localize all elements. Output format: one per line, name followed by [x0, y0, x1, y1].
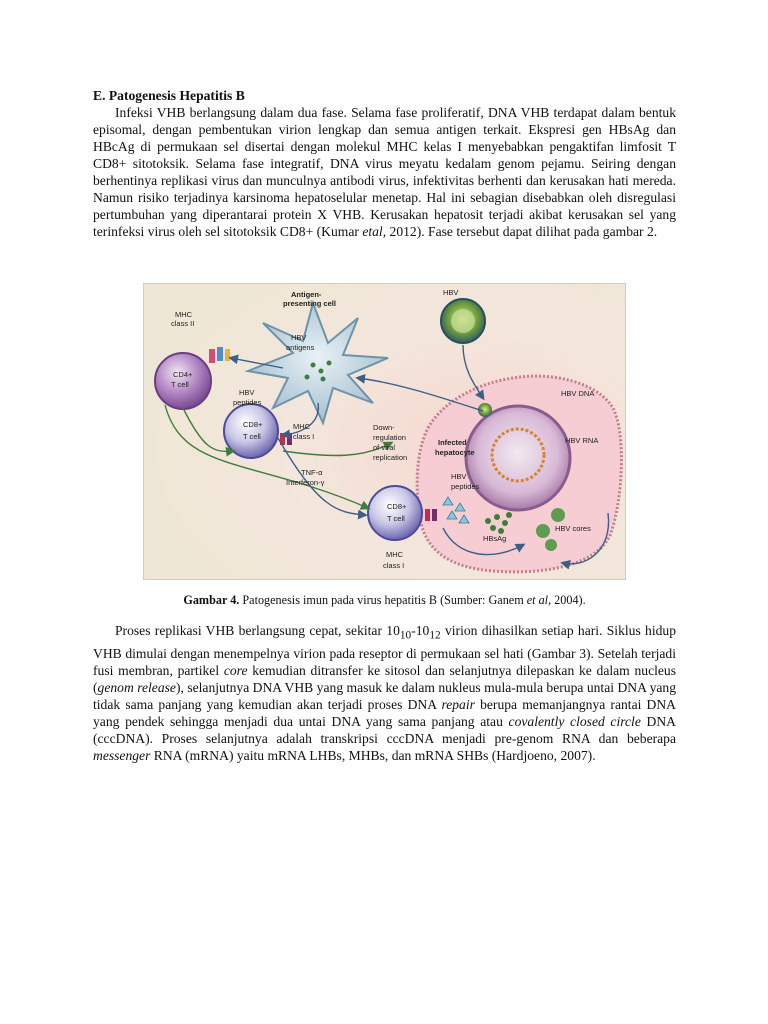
label-down-regulation-3: of viral — [373, 443, 396, 452]
label-hbv-peptides-left-2: peptides — [233, 398, 262, 407]
label-hbv-antigens-2: antigens — [286, 343, 315, 352]
label-hbv-antigens-1: HBV — [291, 333, 307, 342]
section-heading: E. Patogenesis Hepatitis B — [93, 88, 245, 103]
paragraph-2 — [93, 622, 676, 764]
label-hbsag: HBsAg — [483, 534, 507, 543]
p2-text-e: ), selanjutnya DNA VHB yang masuk ke dalam nukleus mula-mula berupa untai DNA yang tidak sama panjang yang kemudian akan terjadi proses DNA — [93, 679, 677, 712]
paragraph-1-etal: etal — [362, 224, 383, 239]
mhc-class-ii-receptor — [209, 347, 230, 363]
label-mhc1-bottom-2: class I — [383, 561, 405, 570]
label-mhc2-1: MHC — [175, 310, 193, 319]
p2-messenger: messenger — [93, 747, 151, 763]
label-down-regulation-2: regulation — [373, 433, 406, 442]
label-mhc1-top-2: class I — [293, 432, 315, 441]
hbv-virion-core — [451, 309, 475, 333]
label-down-regulation-4: replication — [373, 453, 408, 462]
label-cd8-top-1: CD8+ — [243, 420, 263, 429]
label-hbv: HBV — [443, 288, 459, 297]
label-hbv-peptides-left-1: HBV — [239, 388, 255, 397]
label-mhc2-2: class II — [171, 319, 195, 328]
figure-hbv-immunopathogenesis — [143, 283, 626, 580]
label-infected-2: hepatocyte — [435, 448, 475, 457]
caption-label: Gambar 4. — [183, 593, 240, 607]
p2-ccc: covalently closed circle — [508, 713, 641, 729]
hepatocyte-nucleus — [466, 406, 570, 510]
p2-text-f: berupa memanjangnya rantai DNA yang pendek sehingga menjadi dua untai DNA yang sama panjang atau — [93, 696, 676, 729]
p2-text-c: virion dihasilkan setiap hari. Siklus hidup VHB dimulai dengan menempelnya virion pada reseptor di permukaan sel hati (Gambar 3). Setelah terjadi fusi membran, partikel — [93, 623, 676, 678]
label-hbv-dna: HBV DNA — [561, 389, 595, 398]
figure-illustration — [143, 283, 626, 580]
label-hbv-peptides-right-1: HBV — [451, 472, 467, 481]
p2-text-a: Proses replikasi VHB berlangsung cepat, sekitar 10 — [115, 623, 400, 638]
label-interferon: Interferon-γ — [286, 478, 325, 487]
paragraph-1 — [93, 104, 676, 240]
caption-text-b: , 2004). — [548, 593, 586, 607]
p2-core: core — [223, 662, 248, 678]
p2-text-h: RNA (mRNA) yaitu mRNA LHBs, MHBs, dan mRNA SHBs (Hardjoeno, 2007). — [150, 747, 596, 763]
paragraph-1-text-b: , 2012). Fase tersebut dapat dilihat pada gambar 2. — [382, 224, 658, 239]
cd8-t-cell-top — [224, 404, 278, 458]
label-hbv-cores: HBV cores — [555, 524, 591, 533]
label-cd8-bottom-2: T cell — [387, 514, 405, 523]
label-infected-1: Infected — [438, 438, 467, 447]
label-cd8-bottom-1: CD8+ — [387, 502, 407, 511]
hbv-core — [551, 508, 565, 522]
caption-text-a: Patogenesis imun pada virus hepatitis B (Sumber: Ganem — [239, 593, 527, 607]
p2-text-b: -10 — [411, 623, 430, 638]
cd8-t-cell-bottom — [368, 486, 422, 540]
label-hbv-peptides-right-2: peptides — [451, 482, 480, 491]
label-tnf: TNF-α — [301, 468, 323, 477]
hbv-core — [536, 524, 550, 538]
label-mhc1-bottom-1: MHC — [386, 550, 404, 559]
p2-repair: repair — [441, 696, 475, 712]
label-mhc1-top-1: MHC — [293, 422, 311, 431]
figure-caption — [93, 593, 676, 608]
label-cd4-2: T cell — [171, 380, 189, 389]
p2-sub-1: 10 — [399, 629, 412, 642]
caption-etal: et al — [526, 593, 549, 607]
p2-sub-2: 12 — [429, 629, 441, 642]
label-cd4-1: CD4+ — [173, 370, 193, 379]
p2-text-d: kemudian ditransfer ke sitosol dan selanjutnya dilepaskan ke dalam nucleus ( — [93, 662, 677, 695]
p2-text-g: DNA (cccDNA). Proses selanjutnya adalah transkripsi cccDNA menjadi pre-genom RNA dan beberapa — [93, 713, 676, 746]
label-apc-1: Antigen- — [291, 290, 322, 299]
label-hbv-rna: HBV RNA — [565, 436, 599, 445]
label-cd8-top-2: T cell — [243, 432, 261, 441]
hbv-core — [545, 539, 557, 551]
label-apc-2: presenting cell — [283, 299, 336, 308]
paragraph-1-text-a: Infeksi VHB berlangsung dalam dua fase. Selama fase proliferatif, DNA VHB terdapat dalam bentuk episomal, dengan pembentukan virion lengkap dan semua antigen terkait. Ekspresi gen HBsAg dan HBcAg di permukaan sel disertai dengan molekul MHC kelas I menyebabkan pengaktifan limfosit T CD8+ sitotoksik. Selama fase integratif, DNA virus meyatu kedalam genom pejamu. Seiring dengan berhentinya replikasi virus dan munculnya antibodi virus, infektivitas berhenti dan kerusakan hati mereda. Namun risiko terjadinya karsinoma hepatoselular menetap. Hal ini sebagian disebabkan oleh disregulasi pertumbuhan yang diperantarai protein X VHB. Kerusakan hepatosit terjadi akibat kerusakan sel yang terinfeksi virus oleh sel sitotoksik CD8+ (Kumar — [93, 105, 676, 239]
label-down-regulation-1: Down- — [373, 423, 395, 432]
p2-genom-release: genom release — [97, 679, 176, 695]
